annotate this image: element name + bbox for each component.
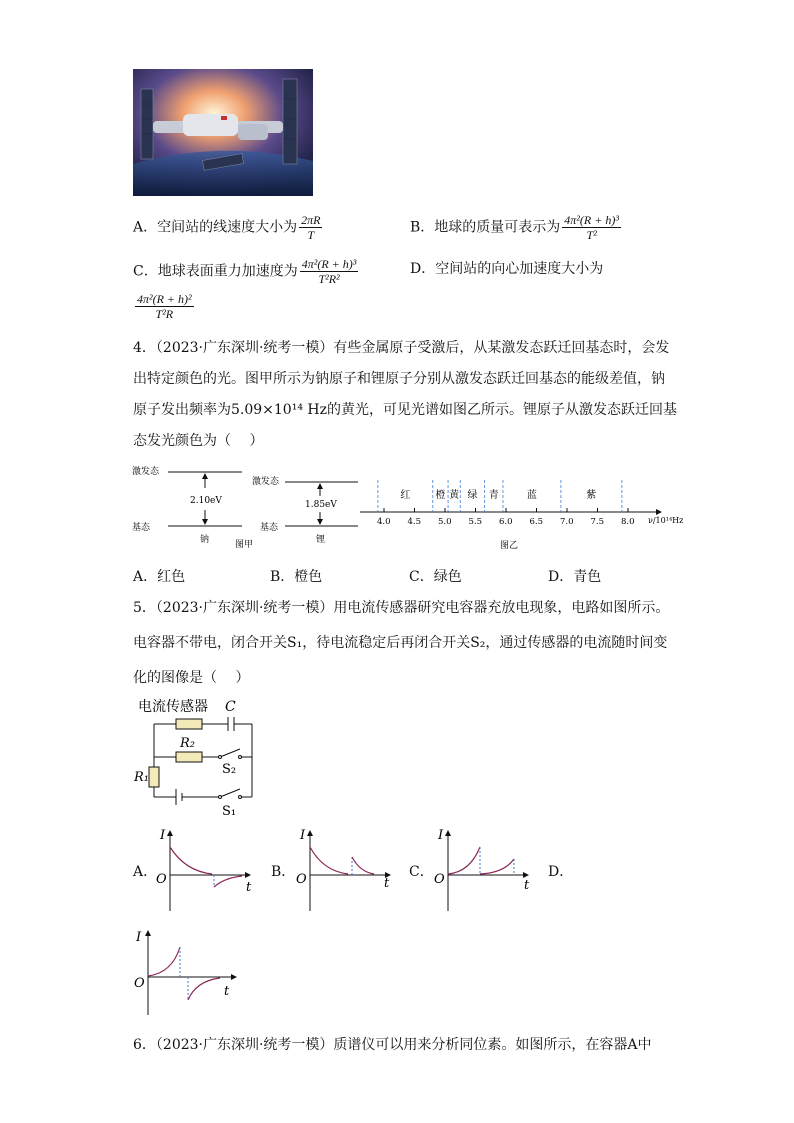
option-text: C．地球表面重力加速度为 <box>133 263 298 280</box>
r2-label: R₂ <box>180 736 195 751</box>
q4-line2: 出特定颜色的光。图甲所示为钠原子和锂原子分别从激发态跃迁回基态的能级差值，钠 <box>133 371 665 387</box>
spectrum-tick-label: 8.0 <box>621 517 635 527</box>
fraction: $\frac{2\pi R}{T}$ <box>301 213 321 242</box>
fig-yi-caption: 图乙 <box>500 541 519 551</box>
q3-option-d-fraction <box>133 292 196 321</box>
spectrum-tick-label: 5.0 <box>438 517 452 527</box>
option-text: D．空间站的向心加速度大小为 <box>410 261 604 277</box>
q3-option-b[interactable] <box>410 213 623 242</box>
fig-jia-caption: 图甲 <box>235 540 254 550</box>
capacitor-label: C <box>225 699 236 715</box>
spectrum-tick-label: 5.5 <box>468 517 483 527</box>
q6-line1: 6．（2023·广东深圳·统考一模）质谱仪可以用来分析同位素。如图所示，在容器A中 <box>133 1037 652 1053</box>
spectrum-tick-label: 7.0 <box>560 517 574 527</box>
spectrum-color-label: 绿 <box>467 490 478 501</box>
graph-a[interactable] <box>150 825 260 915</box>
spectrum-color-label: 紫 <box>586 490 597 501</box>
option-text: A．空间站的线速度大小为 <box>133 219 298 236</box>
t-axis-label: t <box>224 984 230 999</box>
q4-line1: 4．（2023·广东深圳·统考一模）有些金属原子受激后，从某激发态跃迁回基态时，会发 <box>133 340 670 356</box>
origin-label: O <box>434 872 445 887</box>
space-station-photo <box>133 69 313 196</box>
na-ground-label: 基态 <box>132 523 151 533</box>
q5-choice-d[interactable]: D． <box>548 864 574 880</box>
origin-label: O <box>134 976 145 991</box>
origin-label: O <box>156 872 167 887</box>
q5-line2: 电容器不带电，闭合开关S₁，待电流稳定后再闭合开关S₂，通过传感器的电流随时间变 <box>133 635 668 651</box>
resistor-r2 <box>176 752 202 762</box>
q5-choice-a[interactable]: A． <box>133 864 158 880</box>
spectrum-tick-label: 6.0 <box>499 517 513 527</box>
spectrum-color-label: 橙 <box>435 490 446 501</box>
spectrum-color-label: 黄 <box>449 490 460 501</box>
q4-choice-d[interactable]: D．青色 <box>548 569 602 585</box>
q3-option-c[interactable] <box>133 257 360 286</box>
q5-line3: 化的图像是（ ） <box>133 670 250 686</box>
spectrum-color-label: 红 <box>400 490 411 501</box>
spectrum-tick-label: 4.0 <box>377 517 391 527</box>
q4-choice-c[interactable]: C．绿色 <box>409 569 462 585</box>
visible-spectrum-diagram <box>360 470 690 555</box>
spectrum-color-label: 蓝 <box>526 490 537 501</box>
i-axis-label: I <box>160 828 166 843</box>
r1-label: R₁ <box>134 770 149 785</box>
na-excited-label: 激发态 <box>132 467 160 477</box>
q5-choice-c[interactable]: C． <box>409 864 434 880</box>
spectrum-tick-label: 7.5 <box>590 517 605 527</box>
resistor-r1 <box>149 767 159 787</box>
li-label: 锂 <box>316 535 326 545</box>
i-axis-label: I <box>300 828 306 843</box>
circuit-diagram <box>130 695 280 820</box>
fraction: $\frac{\text{4π²(R + h)²}}{\text{T²R}}$ <box>137 292 192 321</box>
energy-level-diagram <box>130 460 360 555</box>
i-axis-label: I <box>438 828 444 843</box>
frequency-axis-label: ν/10¹⁴Hz <box>648 516 684 525</box>
graph-d[interactable] <box>130 925 250 1020</box>
li-ground-label: 基态 <box>260 523 279 533</box>
sensor-label: 电流传感器 <box>138 699 208 715</box>
q3-option-d[interactable] <box>410 259 603 279</box>
t-axis-label: t <box>524 878 530 893</box>
q5-line1: 5．（2023·广东深圳·统考一模）用电流传感器研究电容器充放电现象，电路如图所示。 <box>133 600 670 616</box>
spectrum-tick-label: 4.5 <box>407 517 422 527</box>
graph-c[interactable] <box>428 825 538 915</box>
i-axis-label: I <box>136 930 142 945</box>
q5-choice-b[interactable]: B． <box>271 864 296 880</box>
q4-line4: 态发光颜色为（ ） <box>133 433 264 449</box>
origin-label: O <box>296 872 307 887</box>
option-text: B．地球的质量可表示为 <box>410 219 561 236</box>
q3-option-a[interactable] <box>133 213 324 242</box>
q4-choice-a[interactable]: A．红色 <box>133 569 186 585</box>
t-axis-label: t <box>384 876 390 891</box>
s2-label: S₂ <box>222 762 237 777</box>
current-sensor <box>176 719 202 729</box>
graph-b[interactable] <box>290 825 400 915</box>
s1-label: S₁ <box>222 804 237 819</box>
fraction: $\frac{\text{4π²(R + h)³}}{\text{T²}}$ <box>564 213 619 242</box>
q4-line3: 原子发出频率为5.09×10¹⁴ Hz的黄光，可见光谱如图乙所示。锂原子从激发态跃迁回基 <box>133 402 677 418</box>
spectrum-tick-label: 6.5 <box>529 517 544 527</box>
spectrum-color-label: 青 <box>488 490 499 501</box>
na-energy-label: 2.10eV <box>190 496 222 506</box>
li-excited-label: 激发态 <box>252 477 280 487</box>
t-axis-label: t <box>246 880 252 895</box>
fraction: $\frac{\text{4π²(R + h)³}}{\text{T²R²}}$ <box>301 257 357 286</box>
na-label: 钠 <box>200 535 210 545</box>
li-energy-label: 1.85eV <box>305 500 337 510</box>
q4-choice-b[interactable]: B．橙色 <box>270 569 323 585</box>
